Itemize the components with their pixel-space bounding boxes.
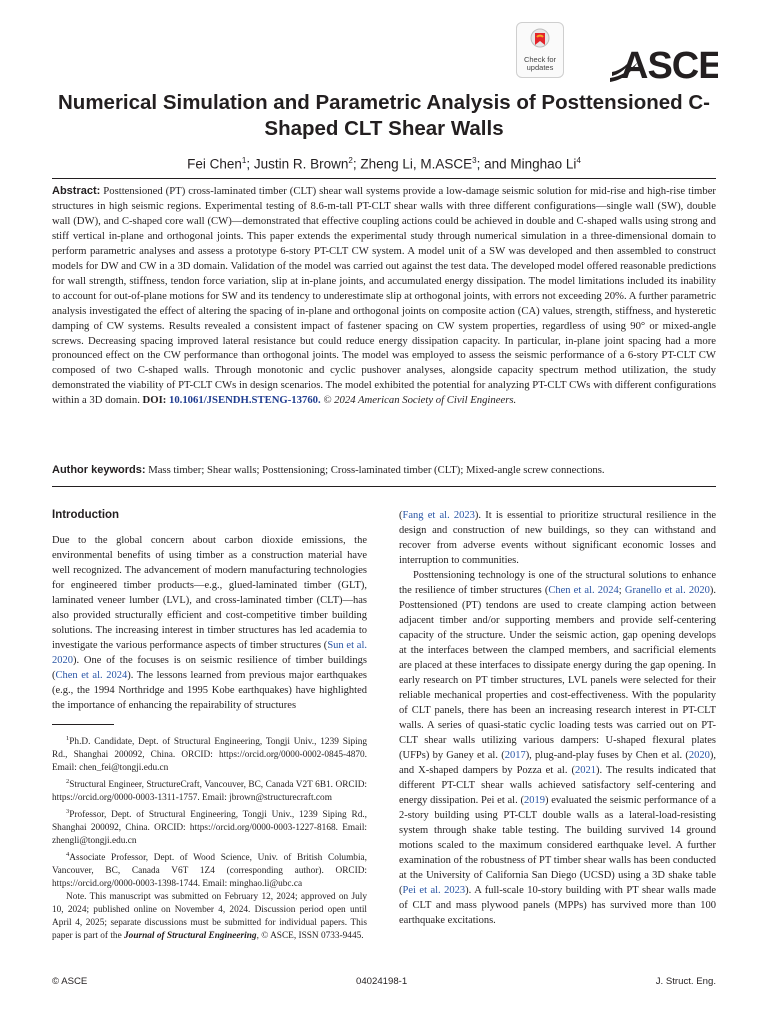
- section-heading-introduction: Introduction: [52, 509, 120, 521]
- footnote: [52, 775, 367, 805]
- paragraph-text: ). The lessons learned from previous major earthquakes (e.g., the 1994 Northridge and 1995 Kobe earthquakes) have highlighted the importance of enhancing the repairability of structures: [52, 670, 367, 711]
- note-text: Note. This manuscript was submitted on February 12, 2024; approved on July 10, 2024; published online on November 4, 2024. Discussion period open until April 4, 2025; separate discussions must be submitted for individual papers. This paper is part of the: [52, 892, 367, 942]
- paragraph-text: ). A full-scale 10-story building with PT shear walls made of CLT and mass plywood panels (MPPs) has survived more than 100 earthquake excitations.: [399, 885, 716, 926]
- abstract: [52, 184, 716, 408]
- manuscript-note: [52, 891, 367, 943]
- citation-link[interactable]: 2019: [523, 795, 545, 806]
- intro-paragraph-2: [399, 568, 716, 928]
- article-title: Numerical Simulation and Parametric Analysis of Posttensioned C-Shaped CLT Shear Walls: [58, 91, 710, 140]
- intro-paragraph-1: [52, 533, 367, 713]
- footnote-marker: 1: [66, 735, 70, 742]
- citation-link[interactable]: 2017: [504, 750, 526, 761]
- author-separator: ;: [352, 156, 361, 172]
- author-name[interactable]: Justin R. Brown: [253, 156, 349, 172]
- paragraph-text: Due to the global concern about carbon dioxide emissions, the environmental benefits of using timber as a construction material have well recognized. The advancement of modern manufacturing technologies for engineered timber products—e.g., glued-laminated timber (GLT), laminated veneer lumber (LVL), and cross-laminated timber (CLT)—has also provided structurally efficient and cost-competitive timber building solutions. The increasing interest in timber structures has led academia to investigate the various performance aspects of timber structures (: [52, 535, 367, 651]
- citation-link[interactable]: Chen et al. 2024: [548, 585, 619, 596]
- note-tail: , © ASCE, ISSN 0733-9445.: [256, 931, 364, 942]
- footnote-marker: 3: [66, 808, 70, 816]
- author-name[interactable]: Zheng Li, M.ASCE: [360, 156, 473, 172]
- journal-name: Journal of Structural Engineering: [124, 931, 257, 942]
- paragraph-text: Posttensioning technology is one of the structural solutions to enhance the resilience of timber structures (: [399, 570, 716, 596]
- footer-article-number: 04024198-1: [356, 976, 408, 987]
- paragraph-text: ). Posttensioned (PT) tendons are used to create clamping action between adjacent timber and/or supporting members and provide self-centering capacity of the structure. Under the seismic action, gap opening develops at the interfaces between the clamped members, and sacrificial elements are placed at these interfaces to dissipate energy during the gap opening. In early research on PT timber structures, LVL panels were selected for their reliable mechanical properties and cost-effectiveness. With the popularity of CLT panels, there has been an increasing research interest in PT-CLT walls. A series of quasi-static cyclic loading tests was carried out on PT-CLT shear walls utilizing various dampers: U-shaped flexural plates (UFPs) by Ganey et al. (: [399, 585, 717, 761]
- body-column-left: [52, 508, 367, 943]
- paragraph-text: ), plug-and-play fuses by Chen et al. (: [525, 750, 689, 761]
- keywords-text: Mass timber; Shear walls; Posttensioning; Cross-laminated timber (CLT); Mixed-angle screw connections.: [148, 464, 605, 476]
- footnote-marker: 2: [66, 778, 70, 786]
- paragraph-text: ;: [618, 585, 625, 596]
- footnote-text: Professor, Dept. of Structural Engineering, Tongji Univ., 1239 Siping Rd., Shanghai 200092, China. ORCID: https://orcid.org/0000-0003-1227-8168. Email: zhengli@tongji.edu.cn: [52, 810, 367, 847]
- citation-link[interactable]: Fang et al. 2023: [402, 510, 475, 521]
- paragraph-text: (: [399, 510, 403, 521]
- footer-journal: J. Struct. Eng.: [655, 976, 716, 987]
- asce-logo: [608, 40, 718, 84]
- check-for-updates-icon: [529, 27, 551, 55]
- author-keywords: [52, 463, 716, 477]
- footnote-text: Ph.D. Candidate, Dept. of Structural Engineering, Tongji Univ., 1239 Siping Rd., Shanghai 200092, China. ORCID: https://orcid.org/0000-0002-0845-4870. Email: chen_fei@tongji.edu.cn: [52, 737, 367, 774]
- citation-link[interactable]: Sun et al. 2020: [52, 640, 367, 666]
- footnote: [52, 848, 367, 891]
- doi-link[interactable]: 10.1061/JSENDH.STENG-13760.: [168, 394, 321, 407]
- check-for-updates-label: Check for updates: [523, 55, 557, 72]
- intro-paragraph-1-continued: [399, 508, 716, 568]
- check-for-updates-badge[interactable]: [516, 22, 564, 78]
- footnote: [52, 805, 367, 848]
- footnote: [52, 732, 367, 775]
- citation-link[interactable]: Pei et al. 2023: [402, 885, 466, 896]
- abstract-copyright: © 2024 American Society of Civil Engineers.: [323, 394, 517, 407]
- paragraph-text: ). One of the focuses is on seismic resilience of timber buildings (: [52, 655, 367, 681]
- body-column-right: [399, 508, 716, 928]
- footnote-marker: 4: [66, 851, 70, 859]
- footer-copyright: © ASCE: [52, 976, 88, 987]
- paragraph-text: ), and X-shaped dampers by Pozza et al. (: [399, 750, 716, 776]
- footnote-rule: [52, 724, 114, 725]
- doi-label: DOI:: [142, 394, 167, 407]
- author-affiliation: 2: [348, 156, 353, 165]
- citation-link[interactable]: Granello et al. 2020: [624, 585, 710, 596]
- asce-logo-text: ASCE: [621, 45, 718, 84]
- footnote-text: Structural Engineer, StructureCraft, Vancouver, BC, Canada V2T 6B1. ORCID: https://orcid.org/0000-0003-1311-1757. Email: jbrown@structurecraft.com: [52, 780, 367, 804]
- paragraph-text: ). It is essential to prioritize structural resilience in the design and construction of new buildings, so they can withstand and recover from adverse events without significant economic losses and interruption to communities.: [399, 510, 716, 566]
- author-affiliation: 3: [472, 156, 477, 165]
- author-separator: ; and: [476, 156, 511, 172]
- citation-link[interactable]: Chen et al. 2024: [55, 670, 128, 681]
- abstract-label: Abstract:: [52, 185, 101, 197]
- author-separator: ;: [246, 156, 254, 172]
- author-affiliation: 1: [241, 156, 247, 165]
- abstract-bottom-rule: [52, 486, 716, 487]
- keywords-label: Author keywords:: [52, 464, 146, 476]
- abstract-text: Posttensioned (PT) cross-laminated timber (CLT) shear wall systems provide a low-damage seismic solution for mid-rise and high-rise timber structures in high seismic regions. Experimental testing of 8.6-m-tall PT-CLT shear walls with three different configurations—single wall (SW), double wall (DW), and C-shaped core wall (CW)—demonstrated that effective coupling actions could be achieved in double and C-shaped walls using strong and stiff vertical in-plane and orthogonal joints. This paper extends the experimental study through numerical simulation in a three-dimensional domain to perform parametric analyses and assess a prototype 6-story PT-CLT CW system. A model unit of a SW was developed and then assembled to construct models for DW and CW in a 3D domain. Validation of the model was carried out against the test data. The developed model offered reasonable predictions for wall strength, stiffness, tendon force variation, slip at in-plane joints, and accumulated energy dissipation. The model limitations included its inability to account for out-of-plane motions for SW and its tendency to underestimate slip at orthogonal joints, with errors not exceeding 20%. A further parametric analysis investigated the effect of altering the spacing of in-plane and orthogonal joints on composite action (CA) values, strength, stiffness, and hysteretic damping of CW systems. Results revealed a consistent impact of fastener spacing on CW system properties, regardless of using 90° or mixed-angle screws. Decreasing spacing improved lateral resistance but could reduce energy dissipation capacity. In particular, in-plane joint spacing had a more pronounced effect on the CW performance than orthogonal joints. The model was employed to assess the seismic performance of a 6-story PT-CLT CW composed of two C-shaped walls. Through monotonic and cyclic pushover analyses, alongside capacity spectrum method utilization, the study demonstrated the viability of PT-CLT CWs in design scenarios. The model exhibited the potential for analyzing PT-CLT CWs with different configurations within a 3D domain.: [52, 185, 716, 407]
- author-list: [40, 156, 728, 172]
- citation-link[interactable]: 2021: [574, 765, 596, 776]
- abstract-top-rule: [52, 178, 716, 179]
- author-name[interactable]: Fei Chen: [187, 156, 242, 172]
- author-affiliation: 4: [576, 156, 581, 165]
- author-name[interactable]: Minghao Li: [510, 156, 577, 172]
- paragraph-text: ). The results indicated that different PT-CLT shear walls achieved satisfactory self-centering and energy dissipation. Pei et al. (: [399, 765, 716, 806]
- paragraph-text: ) evaluated the seismic performance of a 2-story building using PT-CLT double walls as a lateral-load-resisting system through shake table testing. The building survived 14 ground motions scaled to the maximum considered earthquake level. A further examination of the robustness of PT timber shear walls has been conducted at the University of California San Diego (UCSD) using a 3D shake table (: [399, 795, 716, 896]
- citation-link[interactable]: 2020: [688, 750, 710, 761]
- footnote-text: Associate Professor, Dept. of Wood Science, Univ. of British Columbia, Vancouver, BC, Canada V6T 1Z4 (corresponding author). ORCID: https://orcid.org/0000-0003-1398-1744. Email: minghao.li@ubc.ca: [52, 853, 367, 890]
